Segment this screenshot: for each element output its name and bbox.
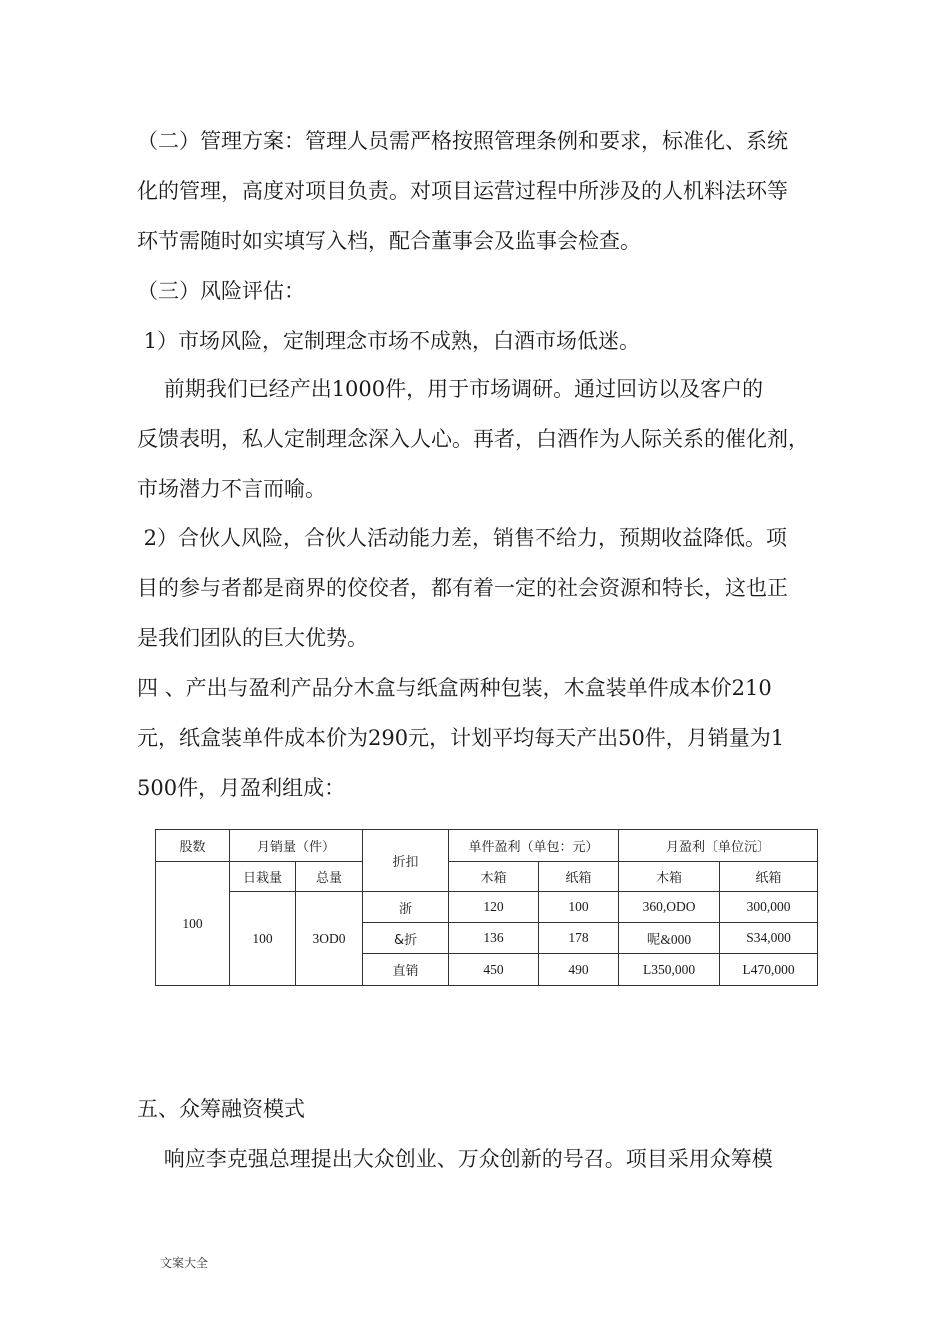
heading-output-profit: 四 、产出与盈利产品分木盒与纸盒两种包装，木盒装单件成本价210	[137, 676, 772, 700]
paragraph-management-1: （二）管理方案：管理人员需严格按照管理条例和要求，标准化、系统	[137, 129, 788, 153]
header-discount: 折扣	[363, 830, 449, 892]
profit-table	[155, 829, 817, 986]
header-month-wood: 木箱	[619, 862, 720, 892]
paragraph-market-3: 市场潜力不言而喻。	[137, 477, 326, 501]
cell-discount: 直销	[363, 954, 449, 986]
cell-month-paper: 300,000	[720, 892, 818, 923]
cell-shares: 100	[156, 862, 230, 986]
heading-risk-assessment: （三）风险评估：	[137, 279, 305, 303]
paragraph-crowdfunding: 响应李克强总理提出大众创业、万众创新的号召。项目采用众筹模	[137, 1147, 773, 1171]
header-monthly-sales: 月销量（件）	[230, 830, 363, 862]
header-daily-output: 日栽量	[230, 862, 296, 892]
cell-month-wood: 360,ODO	[619, 892, 720, 923]
paragraph-market-1: 前期我们已经产出1000件，用于市场调研。通过回访以及客户的	[137, 377, 764, 401]
paragraph-output-3: 500件，月盈利组成：	[137, 776, 346, 800]
cell-discount: 浙	[363, 892, 449, 923]
header-unit-paper: 纸箱	[539, 862, 619, 892]
cell-unit-paper: 490	[539, 954, 619, 986]
cell-unit-wood: 120	[449, 892, 539, 923]
cell-unit-paper: 100	[539, 892, 619, 923]
heading-crowdfunding: 五、众筹融资模式	[137, 1097, 305, 1121]
cell-month-paper: S34,000	[720, 923, 818, 954]
paragraph-management-2: 化的管理，高度对项目负责。对项目运营过程中所涉及的人机料法环等	[137, 179, 788, 203]
paragraph-management-3: 环节需随时如实填写入档，配合董事会及监事会检查。	[137, 229, 641, 253]
cell-month-wood: 呢&000	[619, 923, 720, 954]
cell-daily-output: 100	[230, 892, 296, 986]
cell-total: 3OD0	[296, 892, 363, 986]
header-month-paper: 纸箱	[720, 862, 818, 892]
cell-unit-wood: 136	[449, 923, 539, 954]
header-unit-wood: 木箱	[449, 862, 539, 892]
paragraph-partner-3: 是我们团队的巨大优势。	[137, 626, 368, 650]
cell-unit-paper: 178	[539, 923, 619, 954]
header-unit-profit: 单件盈利（单包：元）	[449, 830, 619, 862]
page-footer: 文案大全	[160, 1256, 209, 1270]
risk-item-market: 1）市场风险，定制理念市场不成熟，白酒市场低迷。	[137, 329, 641, 353]
cell-month-paper: L470,000	[720, 954, 818, 986]
paragraph-output-2: 元，纸盒装单件成本价为290元，计划平均每天产出50件，月销量为1	[137, 726, 785, 750]
cell-discount: &折	[363, 923, 449, 954]
risk-item-partner: 2）合伙人风险，合伙人活动能力差，销售不给力，预期收益降低。项	[137, 526, 788, 550]
paragraph-market-2: 反馈表明，私人定制理念深入人心。再者，白酒作为人际关系的催化剂，	[137, 427, 809, 451]
header-total: 总量	[296, 862, 363, 892]
header-shares: 股数	[156, 830, 230, 862]
header-monthly-profit: 月盈利〔单位沅〕	[619, 830, 818, 862]
cell-unit-wood: 450	[449, 954, 539, 986]
paragraph-partner-2: 目的参与者都是商界的佼佼者，都有着一定的社会资源和特长，这也正	[137, 576, 788, 600]
cell-month-wood: L350,000	[619, 954, 720, 986]
